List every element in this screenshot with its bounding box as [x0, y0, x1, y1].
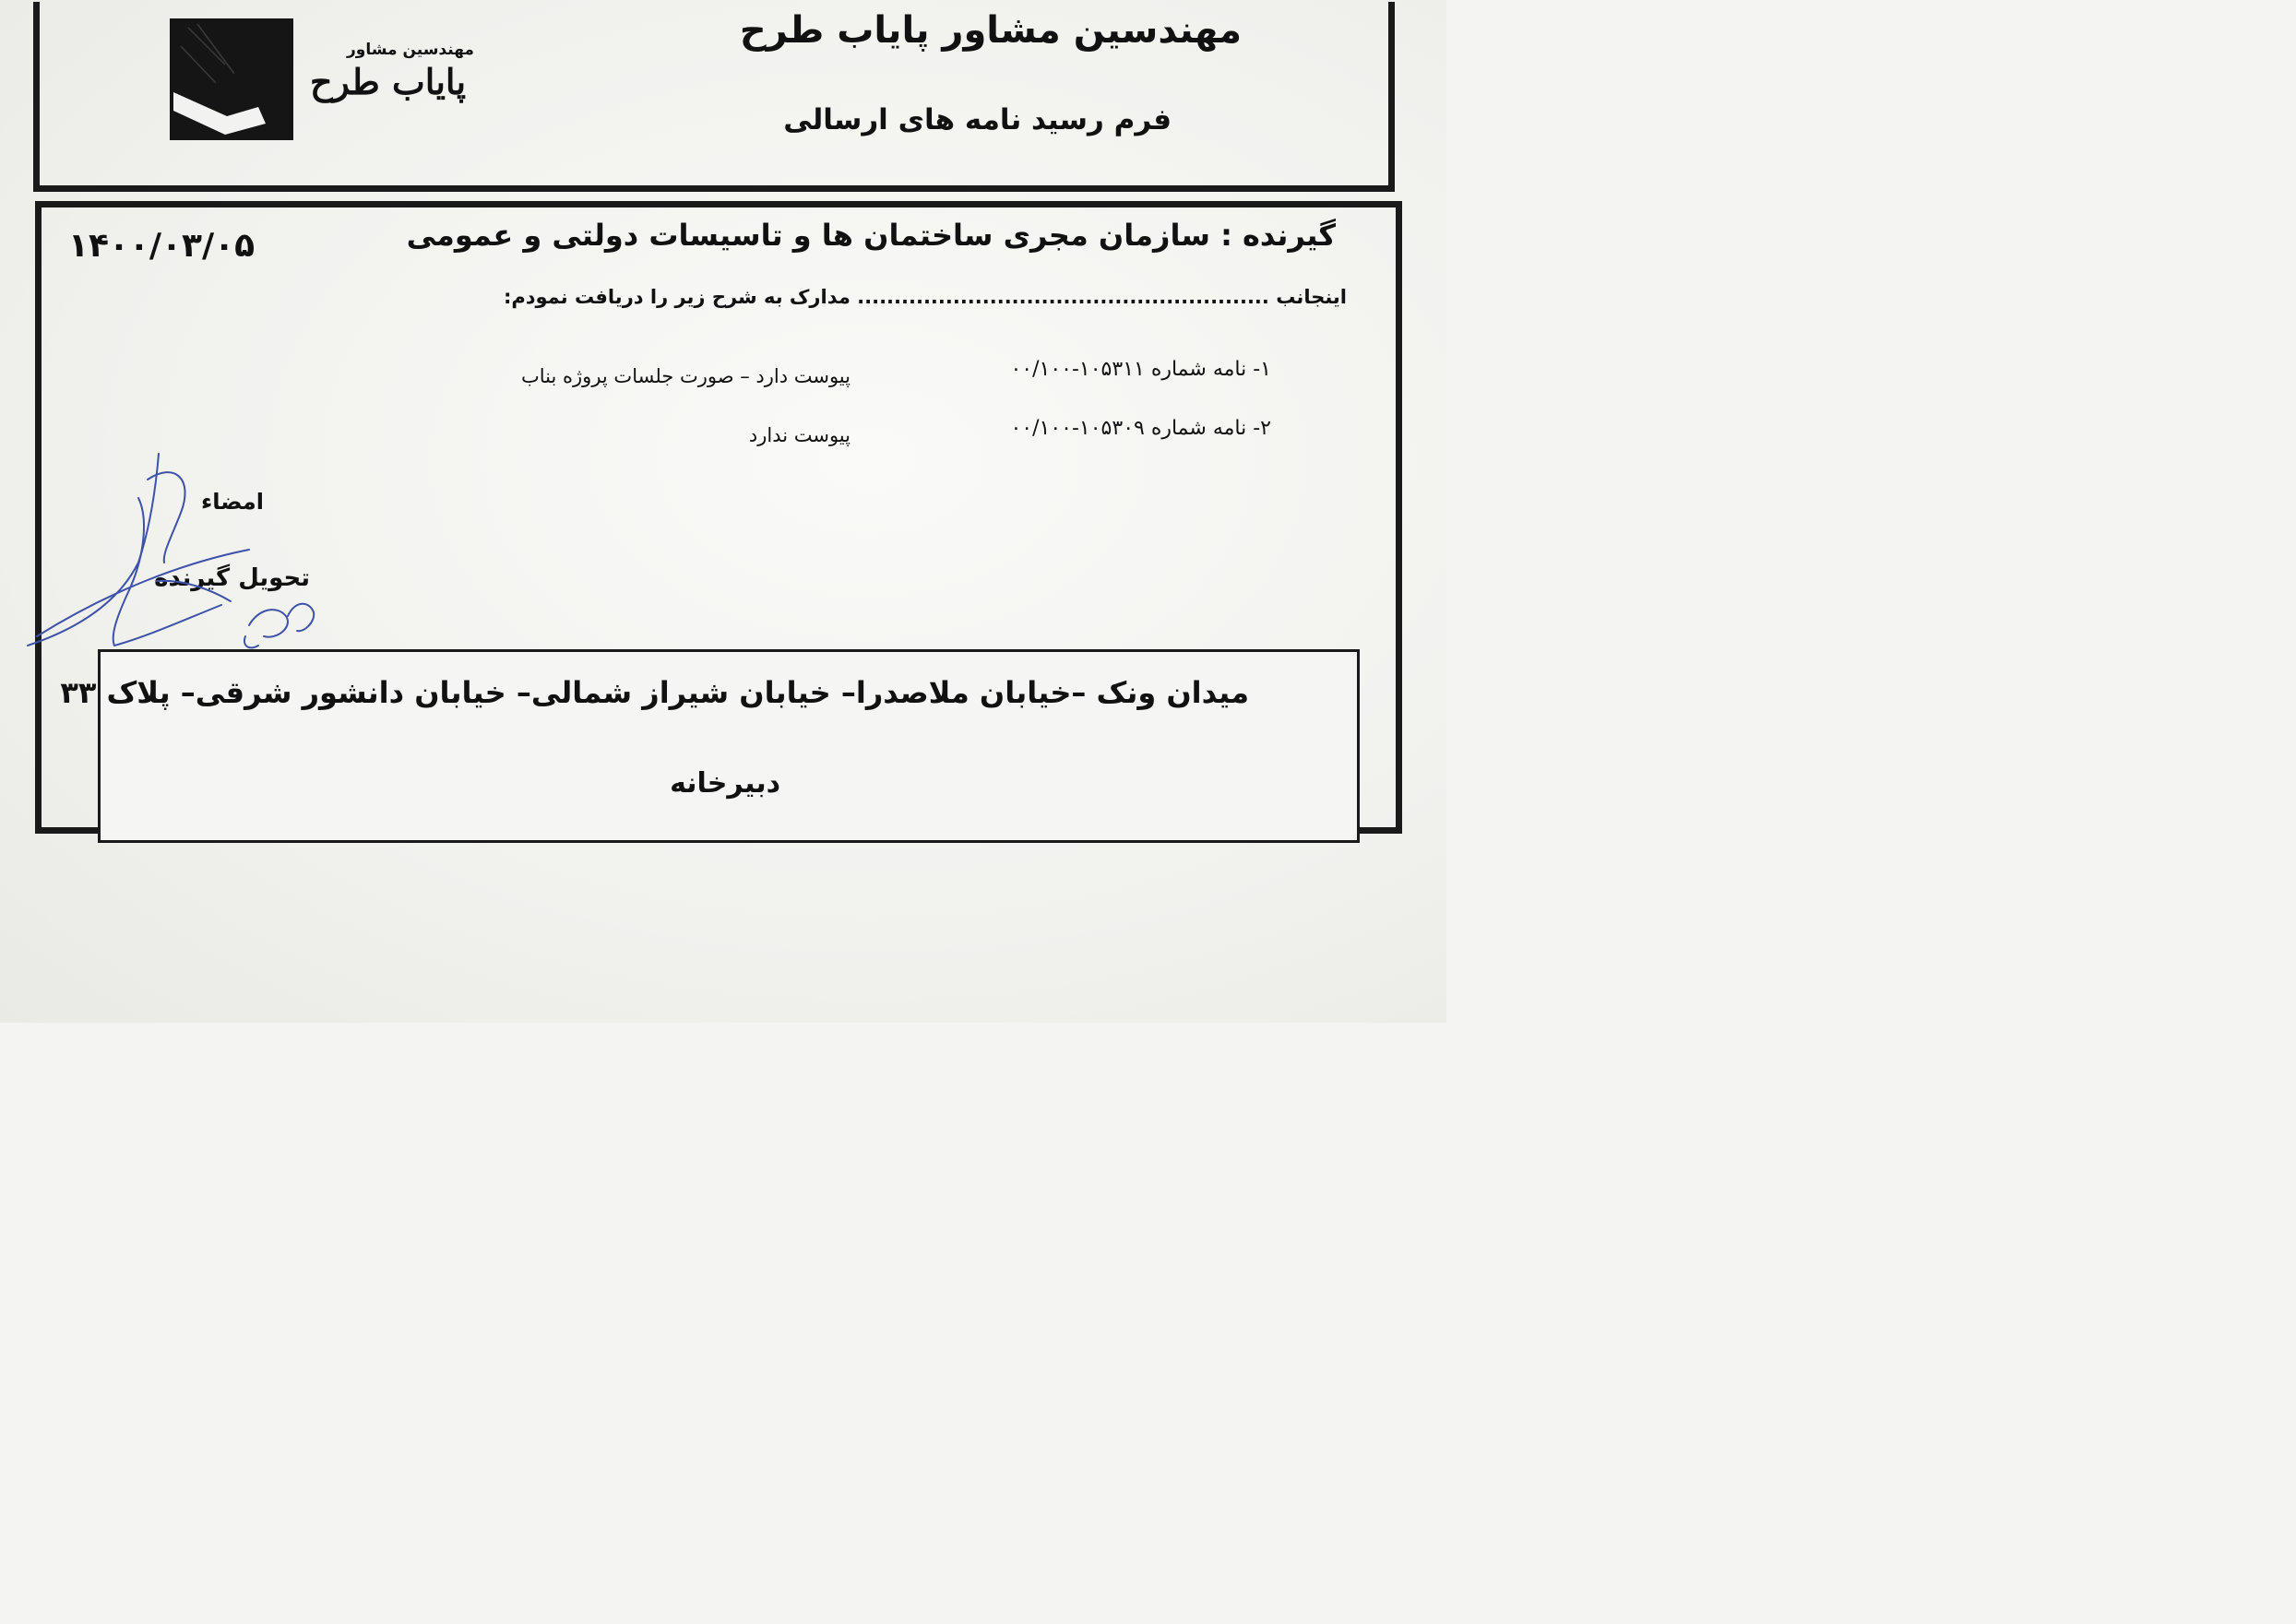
department-label: دبیرخانه [670, 767, 780, 800]
letter-item-1: ۱- نامه شماره ۱۰۵۳۱۱-۰۰/۱۰۰ [1010, 358, 1271, 381]
logo-subtitle: مهندسین مشاور [347, 41, 474, 59]
logo-mark-icon [170, 18, 293, 140]
receipt-statement: اینجانب ........................................................ مدارک به شرح زیر را دریافت نمودم: [503, 286, 1347, 308]
letter-item-2-attachment: پیوست ندارد [748, 424, 851, 446]
letter-item-1-attachment: پیوست دارد – صورت جلسات پروژه بناب [521, 365, 851, 387]
letter-item-2: ۲- نامه شماره ۱۰۵۳۰۹-۰۰/۱۰۰ [1010, 417, 1271, 440]
recipient-line: گیرنده : سازمان مجری ساختمان ها و تاسیسات دولتی و عمومی [406, 218, 1336, 253]
address-line: میدان ونک –خیابان ملاصدرا– خیابان شیراز شمالی– خیابان دانشور شرقی– پلاک ۳۳ [60, 675, 1249, 710]
document-date: ۱۴۰۰/۰۳/۰۵ [68, 227, 256, 265]
signature-label: امضاء [200, 489, 264, 515]
logo-name: پایاب طرح [310, 61, 467, 102]
company-logo [170, 18, 293, 140]
receiver-label: تحویل گیرنده [154, 564, 310, 592]
form-title: فرم رسید نامه های ارسالی [783, 103, 1172, 136]
company-title: مهندسین مشاور پایاب طرح [739, 9, 1242, 52]
